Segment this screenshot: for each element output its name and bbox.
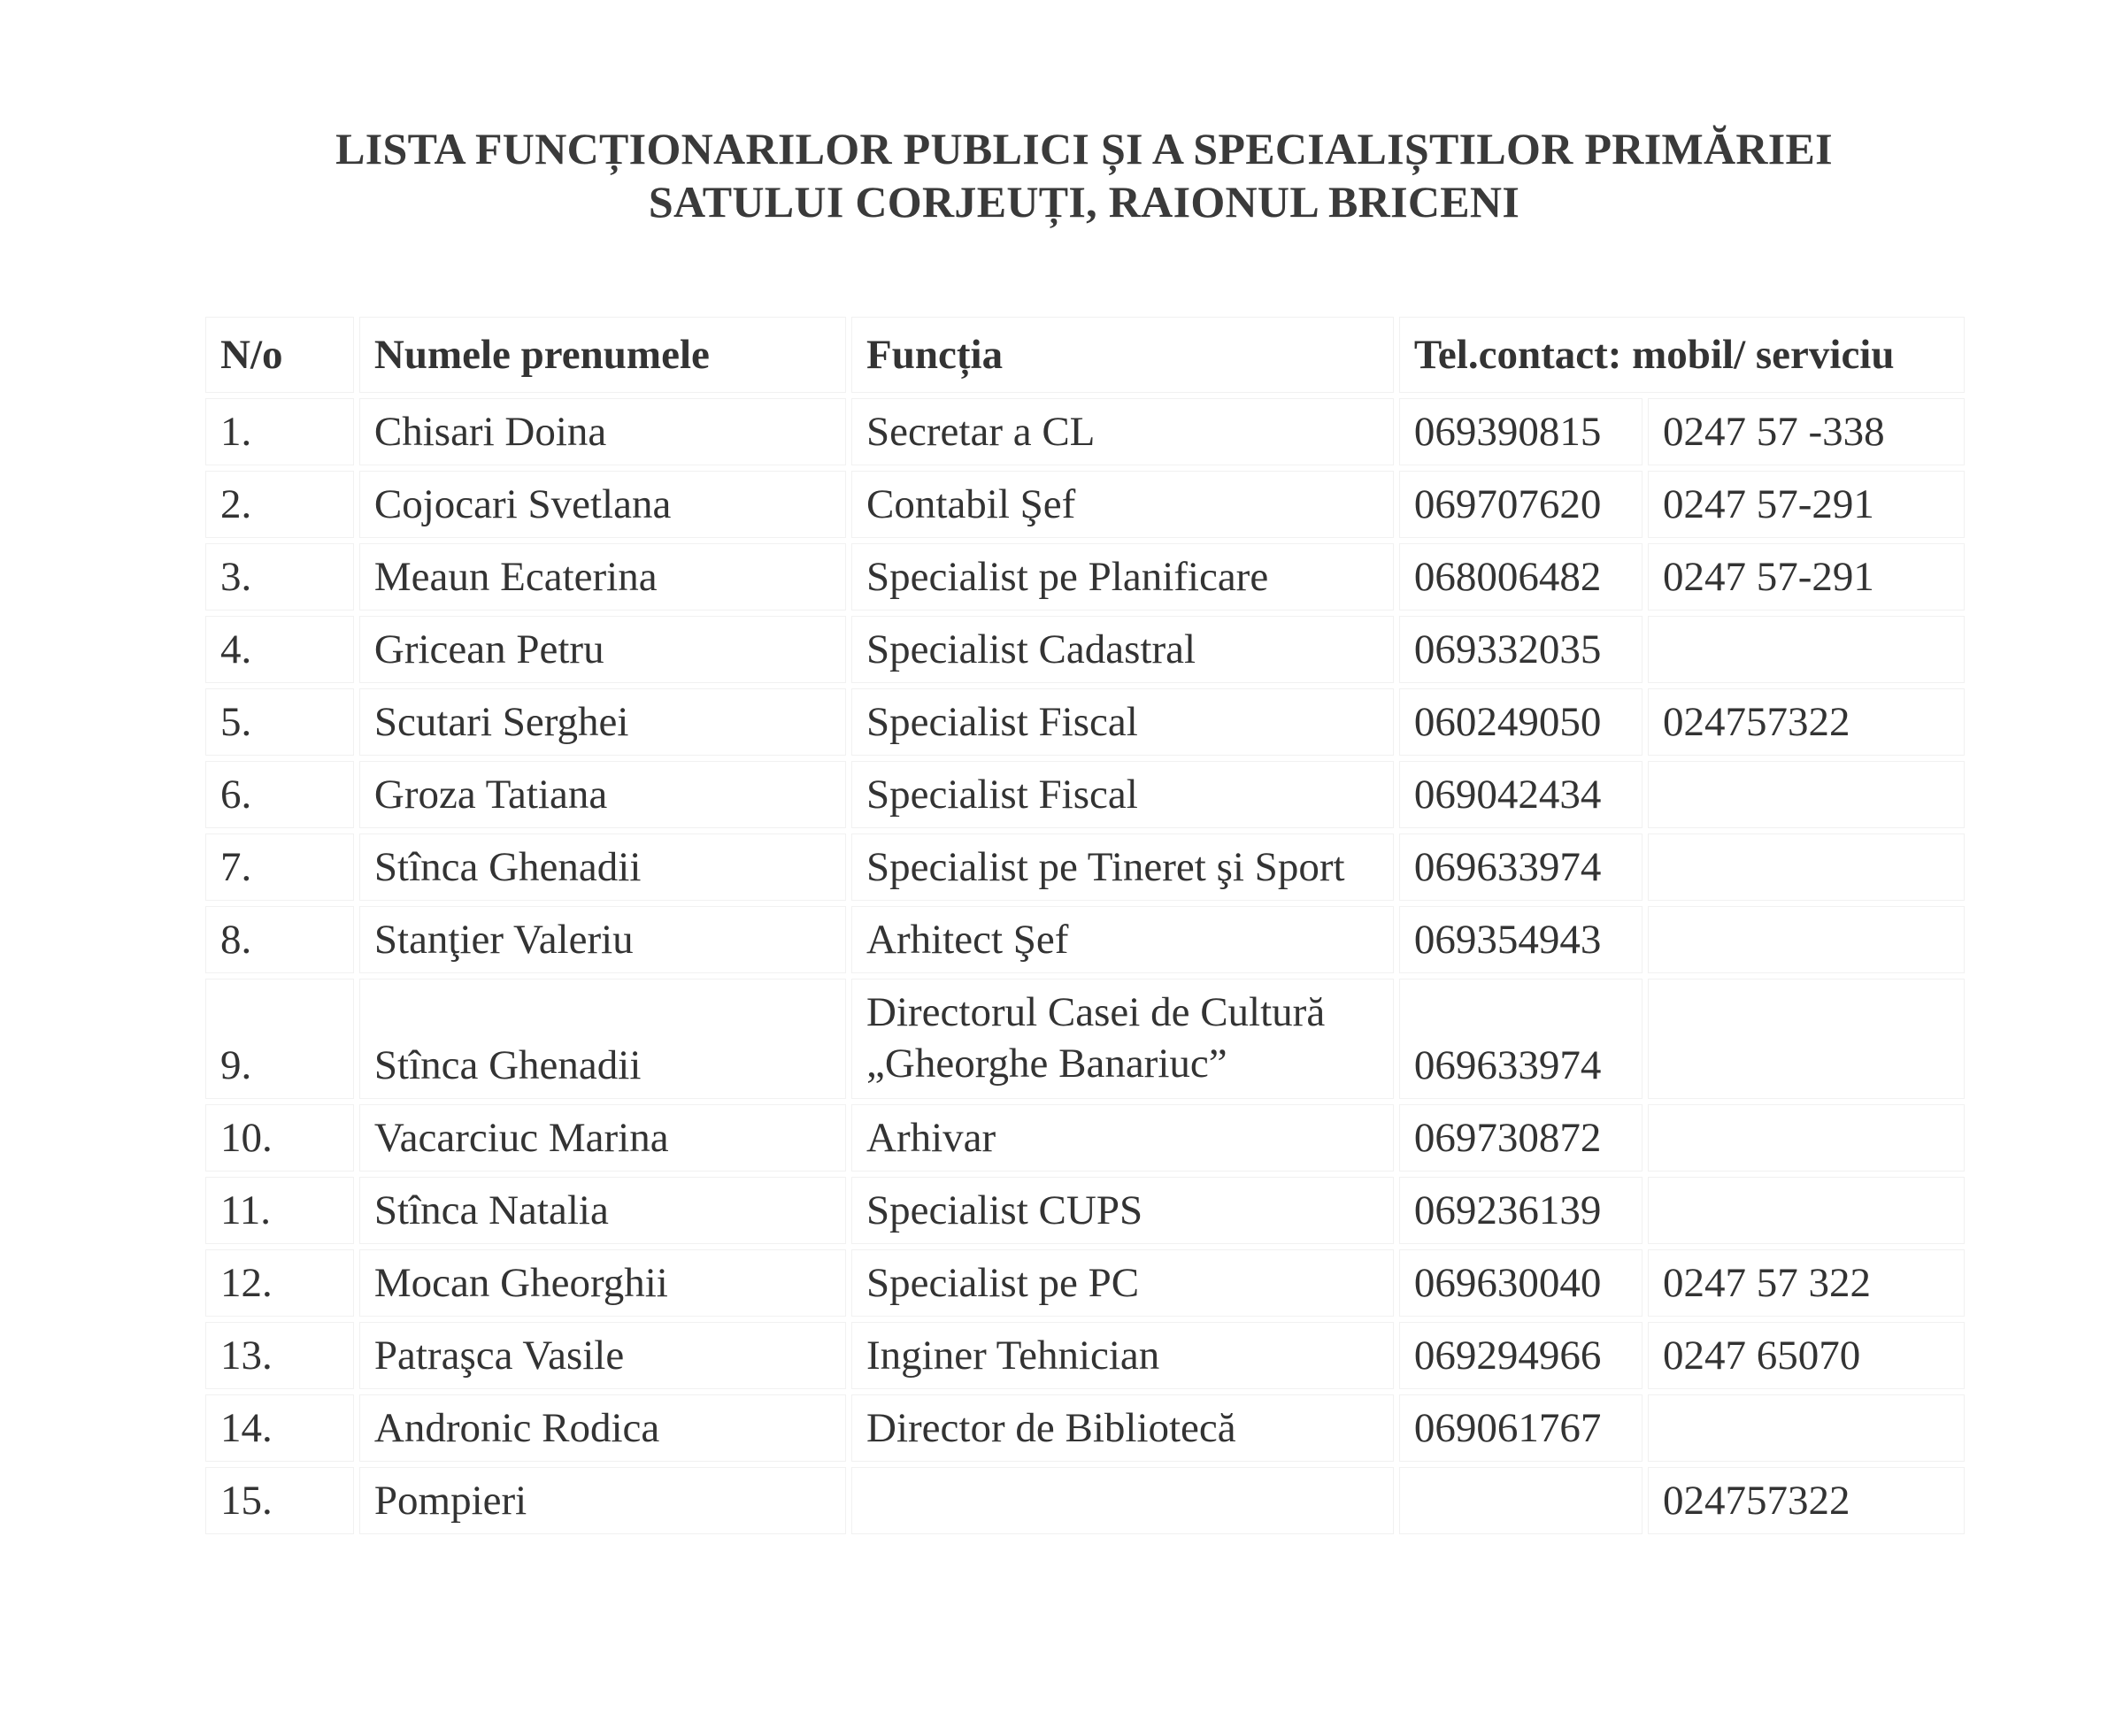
- cell-function: Arhitect Şef: [851, 906, 1394, 973]
- table-row: [205, 1177, 1965, 1244]
- cell-mobile: 069730872: [1399, 1104, 1643, 1171]
- cell-mobile: 069236139: [1399, 1177, 1643, 1244]
- cell-service: [1648, 1177, 1965, 1244]
- table-row: [205, 979, 1965, 1099]
- cell-function: Specialist Fiscal: [851, 688, 1394, 756]
- cell-function: Contabil Şef: [851, 471, 1394, 538]
- cell-mobile: 068006482: [1399, 543, 1643, 611]
- cell-service: 024757322: [1648, 688, 1965, 756]
- cell-function: Specialist Cadastral: [851, 616, 1394, 683]
- table-row: [205, 398, 1965, 465]
- cell-name: Stînca Ghenadii: [359, 833, 846, 901]
- cell-function: Arhivar: [851, 1104, 1394, 1171]
- table-row: [205, 833, 1965, 901]
- cell-function: Specialist CUPS: [851, 1177, 1394, 1244]
- cell-name: Scutari Serghei: [359, 688, 846, 756]
- cell-no: 1.: [205, 398, 354, 465]
- cell-function: Specialist pe PC: [851, 1249, 1394, 1317]
- cell-no: 14.: [205, 1394, 354, 1462]
- table-header-row: [205, 317, 1965, 393]
- cell-name: Stînca Ghenadii: [359, 979, 846, 1099]
- cell-no: 9.: [205, 979, 354, 1099]
- cell-name: Patraşca Vasile: [359, 1322, 846, 1389]
- cell-mobile: 069294966: [1399, 1322, 1643, 1389]
- cell-mobile: 069707620: [1399, 471, 1643, 538]
- cell-mobile: 069354943: [1399, 906, 1643, 973]
- cell-function: [851, 1467, 1394, 1534]
- cell-name: Stînca Natalia: [359, 1177, 846, 1244]
- cell-no: 7.: [205, 833, 354, 901]
- cell-mobile: 069390815: [1399, 398, 1643, 465]
- cell-service: 0247 57-291: [1648, 543, 1965, 611]
- table-row: [205, 1249, 1965, 1317]
- header-contact: Tel.contact: mobil/ serviciu: [1399, 317, 1965, 393]
- cell-function: Specialist pe Tineret şi Sport: [851, 833, 1394, 901]
- table-row: [205, 1394, 1965, 1462]
- cell-service: [1648, 906, 1965, 973]
- document-title: [0, 122, 2108, 228]
- cell-function: Inginer Tehnician: [851, 1322, 1394, 1389]
- staff-table: [200, 311, 1970, 1540]
- cell-no: 5.: [205, 688, 354, 756]
- header-function: Funcția: [851, 317, 1394, 393]
- cell-mobile: 069332035: [1399, 616, 1643, 683]
- cell-mobile: 069633974: [1399, 979, 1643, 1099]
- cell-name: Cojocari Svetlana: [359, 471, 846, 538]
- cell-no: 13.: [205, 1322, 354, 1389]
- cell-function: Directorul Casei de Cultură „Gheorghe Banariuc”: [851, 979, 1394, 1099]
- cell-mobile: [1399, 1467, 1643, 1534]
- cell-mobile: 069633974: [1399, 833, 1643, 901]
- table-row: [205, 616, 1965, 683]
- cell-no: 12.: [205, 1249, 354, 1317]
- cell-no: 3.: [205, 543, 354, 611]
- table-row: [205, 1467, 1965, 1534]
- cell-service: 0247 57 -338: [1648, 398, 1965, 465]
- cell-no: 10.: [205, 1104, 354, 1171]
- cell-service: [1648, 833, 1965, 901]
- cell-service: 0247 65070: [1648, 1322, 1965, 1389]
- cell-no: 6.: [205, 761, 354, 828]
- cell-no: 8.: [205, 906, 354, 973]
- cell-function: Director de Bibliotecă: [851, 1394, 1394, 1462]
- cell-function: Specialist Fiscal: [851, 761, 1394, 828]
- cell-mobile: 060249050: [1399, 688, 1643, 756]
- cell-function: Specialist pe Planificare: [851, 543, 1394, 611]
- header-name: Numele prenumele: [359, 317, 846, 393]
- cell-mobile: 069042434: [1399, 761, 1643, 828]
- cell-name: Mocan Gheorghii: [359, 1249, 846, 1317]
- table-row: [205, 1104, 1965, 1171]
- table-row: [205, 761, 1965, 828]
- cell-name: Gricean Petru: [359, 616, 846, 683]
- cell-service: 024757322: [1648, 1467, 1965, 1534]
- title-line-2: SATULUI CORJEUȚI, RAIONUL BRICENI: [648, 177, 1520, 227]
- cell-service: 0247 57-291: [1648, 471, 1965, 538]
- cell-no: 4.: [205, 616, 354, 683]
- cell-service: [1648, 761, 1965, 828]
- cell-no: 11.: [205, 1177, 354, 1244]
- table-row: [205, 688, 1965, 756]
- table-row: [205, 543, 1965, 611]
- cell-service: [1648, 1394, 1965, 1462]
- cell-name: Groza Tatiana: [359, 761, 846, 828]
- cell-service: [1648, 979, 1965, 1099]
- cell-service: [1648, 616, 1965, 683]
- cell-no: 15.: [205, 1467, 354, 1534]
- cell-mobile: 069630040: [1399, 1249, 1643, 1317]
- cell-name: Stanţier Valeriu: [359, 906, 846, 973]
- table-row: [205, 471, 1965, 538]
- cell-service: [1648, 1104, 1965, 1171]
- title-line-1: LISTA FUNCȚIONARILOR PUBLICI ȘI A SPECIALIȘTILOR PRIMĂRIEI: [335, 124, 1833, 173]
- cell-name: Pompieri: [359, 1467, 846, 1534]
- cell-name: Vacarciuc Marina: [359, 1104, 846, 1171]
- cell-name: Andronic Rodica: [359, 1394, 846, 1462]
- cell-function: Secretar a CL: [851, 398, 1394, 465]
- table-row: [205, 906, 1965, 973]
- cell-mobile: 069061767: [1399, 1394, 1643, 1462]
- cell-no: 2.: [205, 471, 354, 538]
- table-row: [205, 1322, 1965, 1389]
- header-no: N/o: [205, 317, 354, 393]
- cell-name: Meaun Ecaterina: [359, 543, 846, 611]
- cell-service: 0247 57 322: [1648, 1249, 1965, 1317]
- cell-name: Chisari Doina: [359, 398, 846, 465]
